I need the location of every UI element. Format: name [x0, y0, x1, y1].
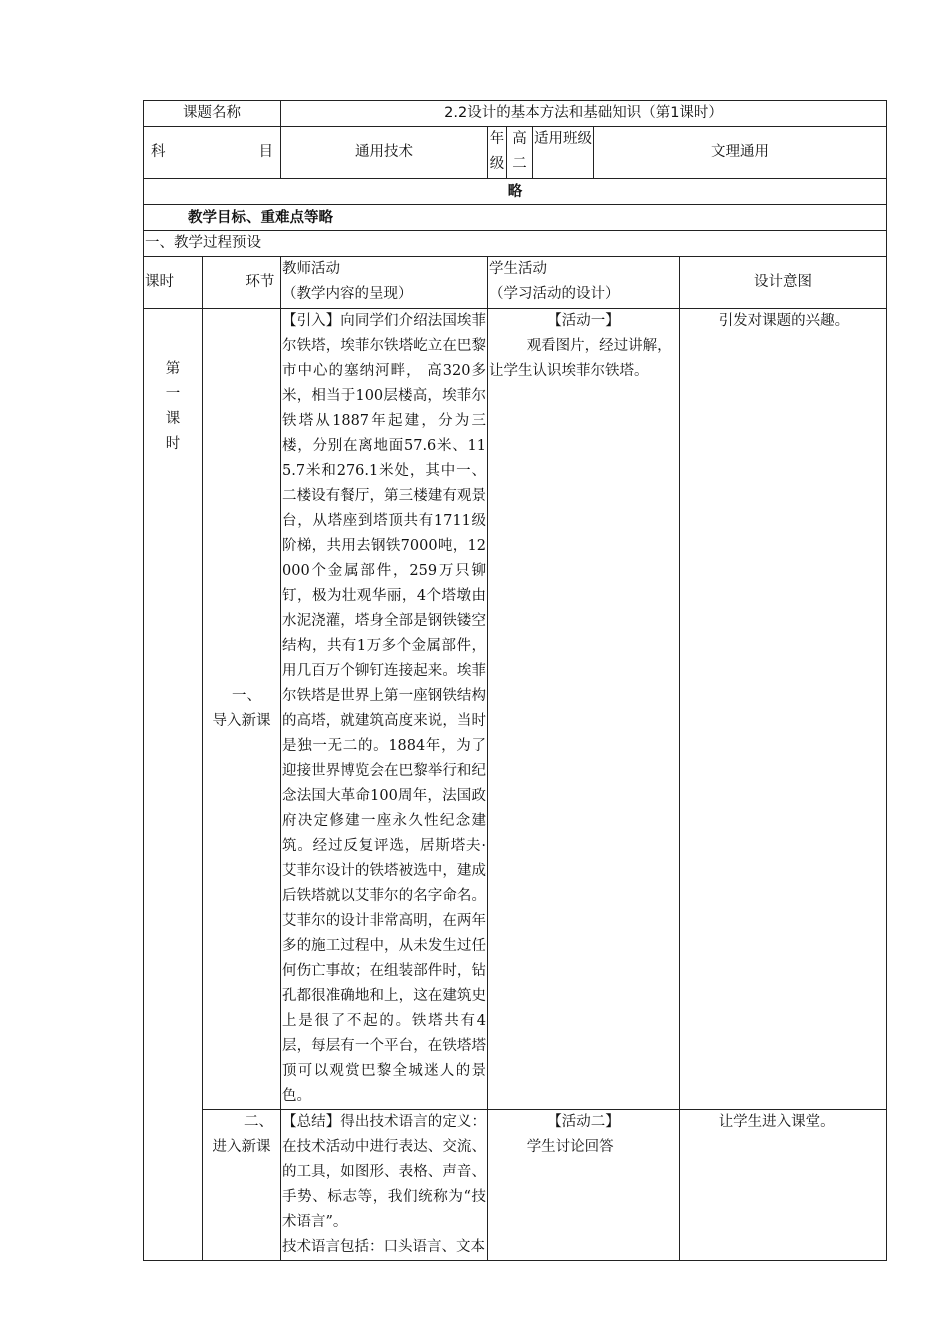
- student-cell-2: [488, 1110, 680, 1261]
- process-section: 一、教学过程预设: [144, 231, 887, 257]
- subject-label: 科 目: [144, 127, 281, 179]
- stage-cell-1: [203, 309, 281, 1110]
- teacher-2-extra: 技术语言包括：口头语言、文本: [282, 1239, 485, 1255]
- grade-value: 高二: [507, 127, 533, 179]
- stage-cell-2: [203, 1110, 281, 1261]
- column-student-line1: 学生活动: [489, 261, 547, 277]
- column-intent: 设计意图: [680, 257, 887, 309]
- student-cell-1: [488, 309, 680, 1110]
- stage-1-name: 导入新课: [212, 713, 271, 729]
- column-student: [488, 257, 680, 309]
- subject-value: 通用技术: [281, 127, 488, 179]
- intent-cell-2: [680, 1110, 887, 1261]
- grade-label: 年级: [488, 127, 507, 179]
- column-teacher-line2: （教学内容的呈现）: [282, 286, 413, 302]
- column-teacher: [281, 257, 488, 309]
- period-name: 第一课时: [165, 361, 181, 452]
- omitted-section: 略: [144, 179, 887, 205]
- intent-1-text: 引发对课题的兴趣。: [718, 313, 850, 329]
- goals-section: 教学目标、重难点等略: [144, 205, 887, 231]
- teacher-cell-1: 【引入】向同学们介绍法国埃菲尔铁塔，埃菲尔铁塔屹立在巴黎市中心的塞纳河畔， 高320多米，相当于100层楼高，埃菲尔铁塔从1887年起建，分为三楼，分别在离地面57.6米、115.7米和276.1米处，其中一、二楼设有餐厅，第三楼建有观景台，从塔座到塔顶共有1711级阶梯，共用去钢铁7000吨，12000个金属部件，259万只铆钉，极为壮观华丽，4个塔墩由水泥浇灌，塔身全部是钢铁镂空结构，共有1万多个金属部件，用几百万个铆钉连接起来。埃菲尔铁塔是世界上第一座钢铁结构的高塔，就建筑高度来说，当时是独一无二的。1884年，为了迎接世界博览会在巴黎举行和纪念法国大革命100周年，法国政府决定修建一座永久性纪念建筑。经过反复评选，居斯塔夫·艾菲尔设计的铁塔被选中，建成后铁塔就以艾菲尔的名字命名。艾菲尔的设计非常高明，在两年多的施工过程中，从未发生过任何伤亡事故；在组装部件时，钻孔都很准确地和上，这在建筑史上是很了不起的。铁塔共有4层，每层有一个平台，在铁塔塔顶可以观赏巴黎全城迷人的景色。: [281, 309, 488, 1110]
- period-cell: [144, 309, 203, 1261]
- student-2-title: 【活动二】: [547, 1114, 620, 1130]
- lesson-plan-table: [143, 100, 887, 1261]
- class-value: 文理通用: [594, 127, 887, 179]
- topic-value: 2.2设计的基本方法和基础知识（第1课时）: [281, 101, 887, 127]
- student-1-title: 【活动一】: [547, 313, 620, 329]
- column-stage: 环节: [203, 257, 281, 309]
- teacher-2-text: 【总结】得出技术语言的定义：在技术活动中进行表达、交流、的工具，如图形、表格、声音、手势、标志等，我们统称为“技术语言”。: [282, 1114, 486, 1230]
- class-label: 适用班级: [533, 127, 594, 179]
- column-student-line2: （学习活动的设计）: [489, 286, 620, 302]
- stage-1-number: 一、: [232, 688, 261, 704]
- stage-2-number: 二、: [244, 1114, 273, 1130]
- student-1-text: 观看图片，经过讲解，让学生认识埃菲尔铁塔。: [489, 338, 672, 379]
- stage-2-name: 进入新课: [212, 1139, 271, 1155]
- column-period: 课时: [144, 257, 203, 309]
- intent-2-text: 让学生进入课堂。: [718, 1114, 835, 1130]
- column-teacher-line1: 教师活动: [282, 261, 340, 277]
- student-2-text: 学生讨论回答: [526, 1139, 614, 1155]
- teacher-cell-2: [281, 1110, 488, 1261]
- topic-label: 课题名称: [144, 101, 281, 127]
- intent-cell-1: [680, 309, 887, 1110]
